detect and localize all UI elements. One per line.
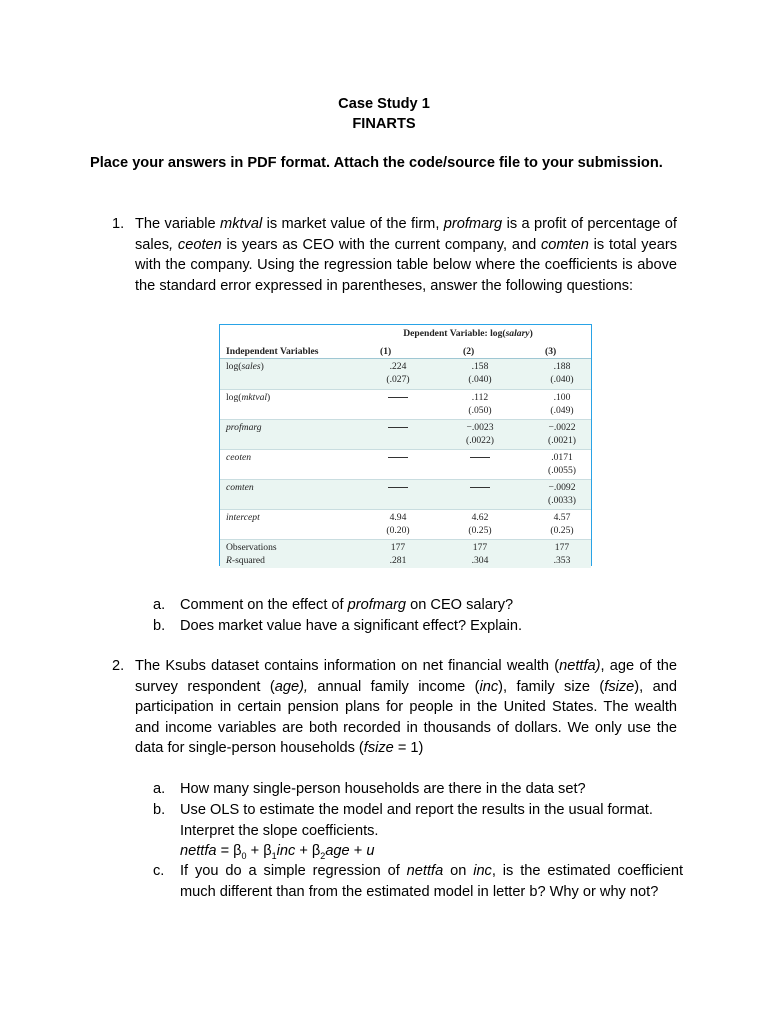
coefficient-cell: .224 (.027)	[386, 361, 410, 385]
column-2-header: (2)	[463, 346, 475, 357]
coefficient-cell: 4.57 (0.25)	[550, 512, 574, 536]
coefficient-cell	[368, 452, 428, 465]
independent-variables-header: Independent Variables	[226, 346, 319, 357]
part-letter: c.	[153, 863, 165, 879]
part-text: How many single-person households are there in the data set?	[180, 781, 586, 797]
part-letter: b.	[153, 802, 166, 818]
coefficient-cell: .0171 (.0055)	[548, 452, 576, 476]
coefficient-cell: .188 (.040)	[550, 361, 574, 385]
question-2-part-b	[153, 800, 683, 866]
row-label: comten	[226, 482, 254, 493]
coefficient-cell: 4.94 (0.20)	[386, 512, 410, 536]
question-2	[90, 656, 677, 759]
summary-labels: Observations R-squared	[226, 542, 277, 566]
document-title	[0, 94, 768, 134]
empty-cell-dash	[470, 487, 490, 488]
coefficient-cell	[368, 392, 428, 405]
summary-cell: 177 .304	[471, 542, 489, 566]
question-text: The Ksubs dataset contains information on net financial wealth (nettfa), age of the survey respondent (age), annual family income (inc), family size (fsize), and participation in certain pension plans for people in the United States. The wealth and income variables are both recorded in thousands of dollars. We only use the data for single-person households (fsize = 1)	[135, 658, 677, 757]
row-label: ceoten	[226, 452, 252, 463]
row-label: profmarg	[226, 422, 262, 433]
summary-cell: 177 .281	[389, 542, 407, 566]
coefficient-cell: .158 (.040)	[468, 361, 492, 385]
coefficient-cell: .112 (.050)	[468, 392, 492, 416]
column-1-header: (1)	[380, 346, 392, 357]
question-number: 2.	[112, 658, 125, 674]
empty-cell-dash	[388, 457, 408, 458]
question-text: The variable mktval is market value of the firm, profmarg is a profit of percentage of sales, ceoten is years as CEO with the current company, and comten is total years with the company. Using the regression table below where the coefficients is above the standard error expressed in parentheses, answer the following questions:	[135, 216, 677, 294]
title-line-2: FINARTS	[352, 116, 416, 132]
question-2-part-a	[153, 779, 683, 800]
coefficient-cell	[368, 482, 428, 495]
coefficient-cell: 4.62 (0.25)	[468, 512, 492, 536]
table-row	[220, 419, 591, 450]
table-row	[220, 359, 591, 389]
row-label: log(sales)	[226, 361, 264, 372]
regression-table	[219, 324, 592, 566]
part-letter: a.	[153, 597, 166, 613]
empty-cell-dash	[388, 427, 408, 428]
table-row	[220, 389, 591, 420]
question-1-part-a	[153, 595, 683, 616]
coefficient-cell: −.0022 (.0021)	[548, 422, 576, 446]
empty-cell-dash	[388, 397, 408, 398]
row-label: log(mktval)	[226, 392, 271, 403]
part-text	[180, 800, 683, 866]
part-text: Comment on the effect of profmarg on CEO salary?	[180, 597, 514, 613]
question-1	[90, 214, 677, 296]
table-row-summary	[220, 539, 591, 568]
coefficient-cell	[450, 452, 510, 465]
table-row	[220, 449, 591, 480]
row-label: intercept	[226, 512, 260, 523]
question-number: 1.	[112, 216, 125, 232]
coefficient-cell: −.0092 (.0033)	[548, 482, 576, 506]
coefficient-cell	[368, 422, 428, 435]
part-text: If you do a simple regression of nettfa on inc, is the estimated coefficient much different than from the estimated model in letter b? Why or why not?	[180, 863, 683, 900]
part-b-text: Use OLS to estimate the model and report the results in the usual format. Interpret the slope coefficients.	[180, 802, 653, 839]
question-2-part-c	[153, 861, 683, 902]
dependent-variable-header: Dependent Variable: log(salary)	[403, 328, 533, 339]
title-line-1: Case Study 1	[338, 96, 430, 112]
empty-cell-dash	[470, 457, 490, 458]
part-letter: a.	[153, 781, 166, 797]
model-equation: nettfa = $\beta_0 + \beta_1inc + \beta_2age + u$	[180, 843, 375, 861]
part-text: Does market value have a significant effect? Explain.	[180, 618, 523, 634]
part-letter: b.	[153, 618, 166, 634]
table-row	[220, 509, 591, 540]
instructions: Place your answers in PDF format. Attach the code/source file to your submission.	[90, 155, 663, 171]
column-3-header: (3)	[545, 346, 557, 357]
empty-cell-dash	[388, 487, 408, 488]
coefficient-cell: .100 (.049)	[550, 392, 574, 416]
summary-cell: 177 .353	[553, 542, 571, 566]
coefficient-cell	[450, 482, 510, 495]
table-row	[220, 479, 591, 510]
coefficient-cell: −.0023 (.0022)	[466, 422, 494, 446]
question-1-part-b	[153, 616, 683, 637]
